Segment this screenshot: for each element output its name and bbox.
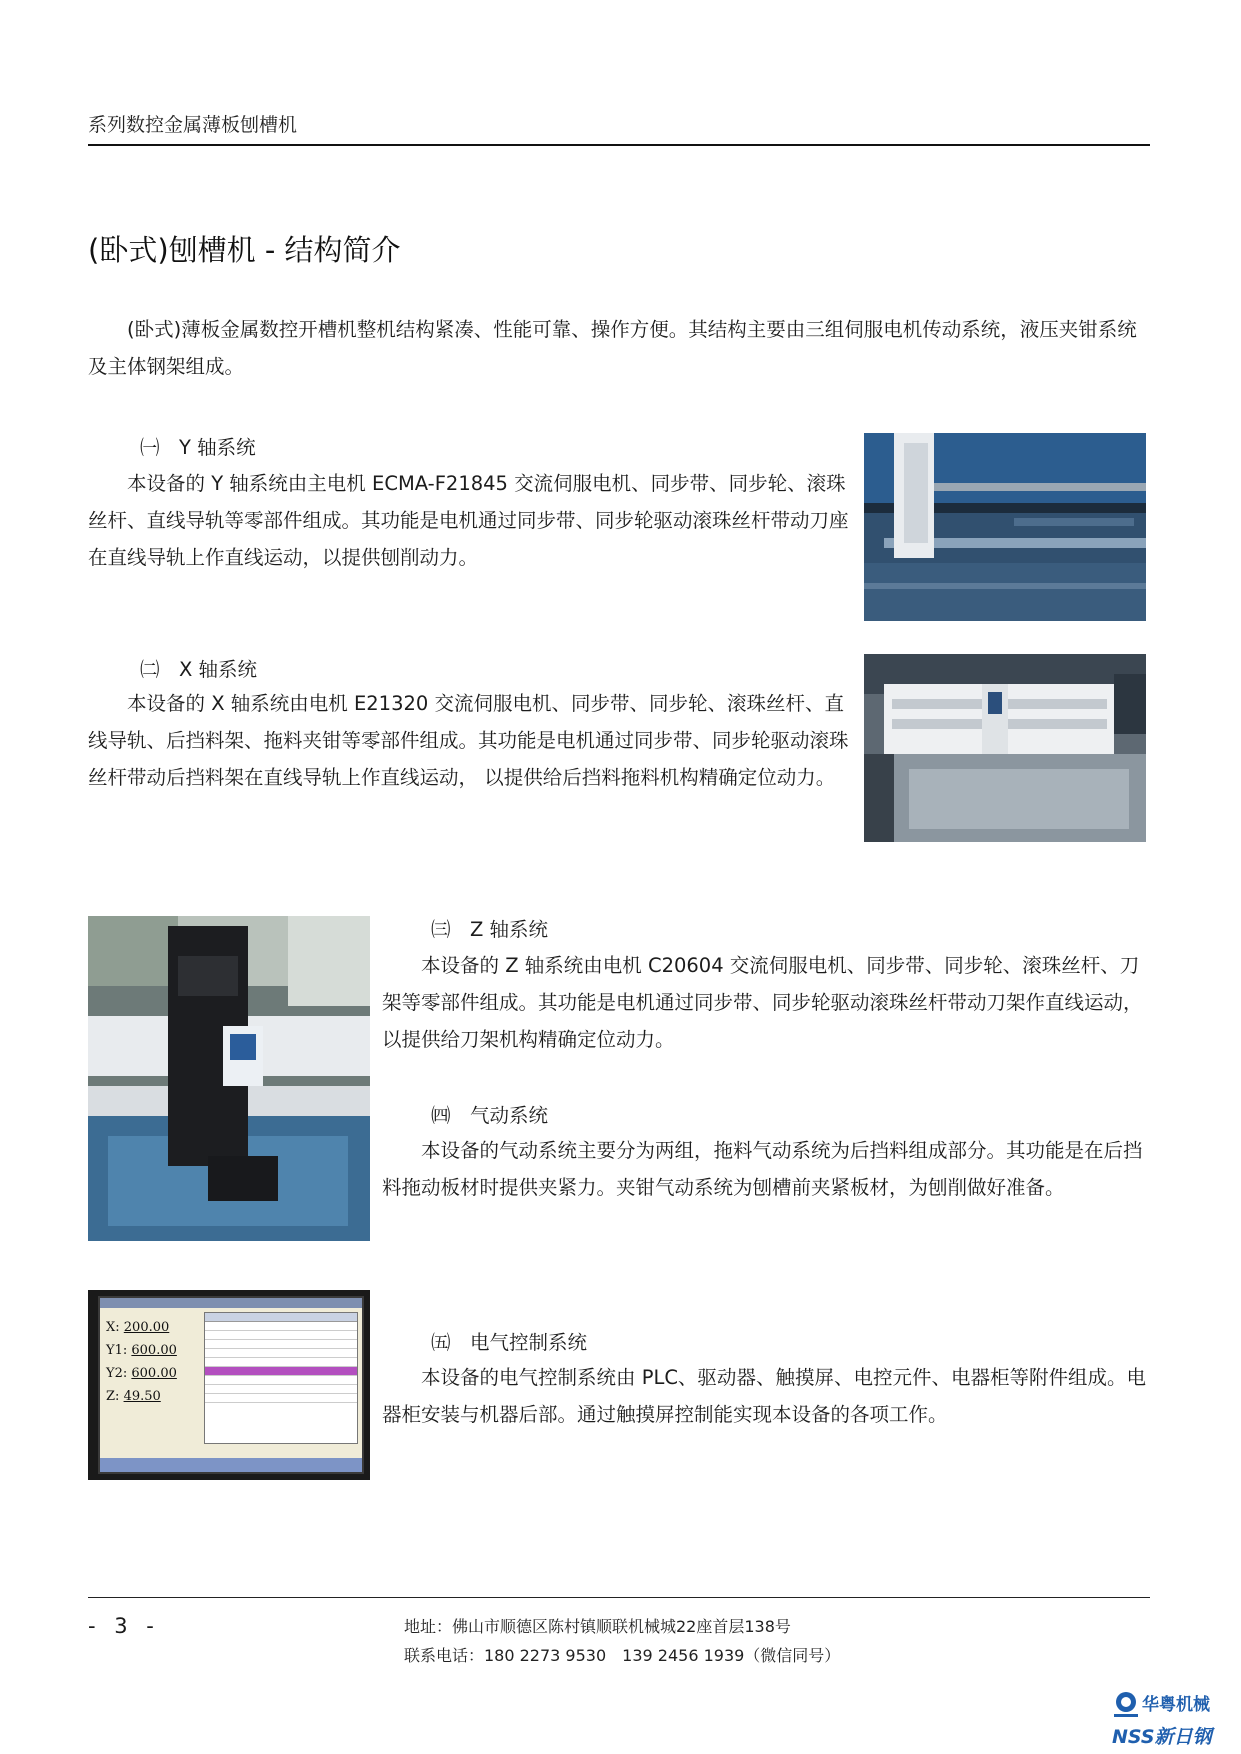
y-axis-machine-photo xyxy=(864,433,1146,621)
footer-divider xyxy=(88,1597,1150,1598)
touchscreen-control-photo xyxy=(88,1290,370,1480)
section-body-x-axis: 本设备的 X 轴系统由电机 E21320 交流伺服电机、同步带、同步轮、滚珠丝杆、直线导轨、后挡料架、拖料夹钳等零部件组成。其功能是电机通过同步带、同步轮驱动滚珠丝杆带动后挡料架在直线导轨上作直线运动， 以提供给后挡料拖料机构精确定位动力。 xyxy=(88,692,849,789)
running-header: 系列数控金属薄板刨槽机 xyxy=(88,114,298,136)
axis-readout-panel xyxy=(106,1316,196,1408)
section-body-z-axis: 本设备的 Z 轴系统由电机 C20604 交流伺服电机、同步带、同步轮、滚珠丝杆、刀架等零部件组成。其功能是电机通过同步带、同步轮驱动滚珠丝杆带动刀架作直线运动， 以提供给刀架机构精确定位动力。 xyxy=(382,954,1143,1051)
x-axis-machine-photo xyxy=(864,654,1146,842)
touchscreen-button-bar xyxy=(100,1458,362,1472)
axis-readout-z: Z: 49.50 xyxy=(106,1389,161,1404)
touchscreen-display xyxy=(98,1296,364,1474)
footer-phone: 联系电话：180 2273 9530 139 2456 1939（微信同号） xyxy=(404,1646,841,1665)
z-axis-machine-photo xyxy=(88,916,370,1241)
section-heading-electrical: ㈤ 电气控制系统 xyxy=(431,1331,588,1354)
page-title: (卧式)刨槽机 - 结构简介 xyxy=(88,233,401,267)
logo-brand-cn: 华粤机械 xyxy=(1142,1695,1210,1715)
axis-readout-x: X: 200.00 xyxy=(106,1320,170,1335)
section-body-y-axis: 本设备的 Y 轴系统由主电机 ECMA-F21845 交流伺服电机、同步带、同步轮、滚珠丝杆、直线导轨等零部件组成。其功能是电机通过同步带、同步轮驱动滚珠丝杆带动刀座在直线导轨上作直线运动，以提供刨削动力。 xyxy=(88,472,849,569)
company-logo xyxy=(1112,1680,1237,1750)
section-heading-x-axis: ㈡ X 轴系统 xyxy=(140,658,258,681)
section-heading-z-axis: ㈢ Z 轴系统 xyxy=(431,918,549,941)
program-table xyxy=(204,1312,358,1444)
axis-readout-y2: Y2: 600.00 xyxy=(106,1366,177,1381)
intro-paragraph: (卧式)薄板金属数控开槽机整机结构紧凑、性能可靠、操作方便。其结构主要由三组伺服电机传动系统，液压夹钳系统及主体钢架组成。 xyxy=(88,318,1137,378)
axis-readout-y1: Y1: 600.00 xyxy=(106,1343,177,1358)
section-heading-y-axis: ㈠ Y 轴系统 xyxy=(140,436,256,459)
section-heading-pneumatic: ㈣ 气动系统 xyxy=(431,1104,549,1127)
footer-address: 地址：佛山市顺德区陈村镇顺联机械城22座首层138号 xyxy=(404,1617,791,1636)
touchscreen-status-bar xyxy=(100,1298,362,1308)
logo-sub: NSS新日钢 xyxy=(1112,1726,1212,1748)
header-divider xyxy=(88,144,1150,146)
section-body-pneumatic: 本设备的气动系统主要分为两组，拖料气动系统为后挡料组成部分。其功能是在后挡料拖动板材时提供夹紧力。夹钳气动系统为刨槽前夹紧板材，为刨削做好准备。 xyxy=(382,1139,1143,1199)
page-number: - 3 - xyxy=(88,1614,160,1638)
section-body-electrical: 本设备的电气控制系统由 PLC、驱动器、触摸屏、电控元件、电器柜等附件组成。电器柜安装与机器后部。通过触摸屏控制能实现本设备的各项工作。 xyxy=(382,1366,1146,1426)
